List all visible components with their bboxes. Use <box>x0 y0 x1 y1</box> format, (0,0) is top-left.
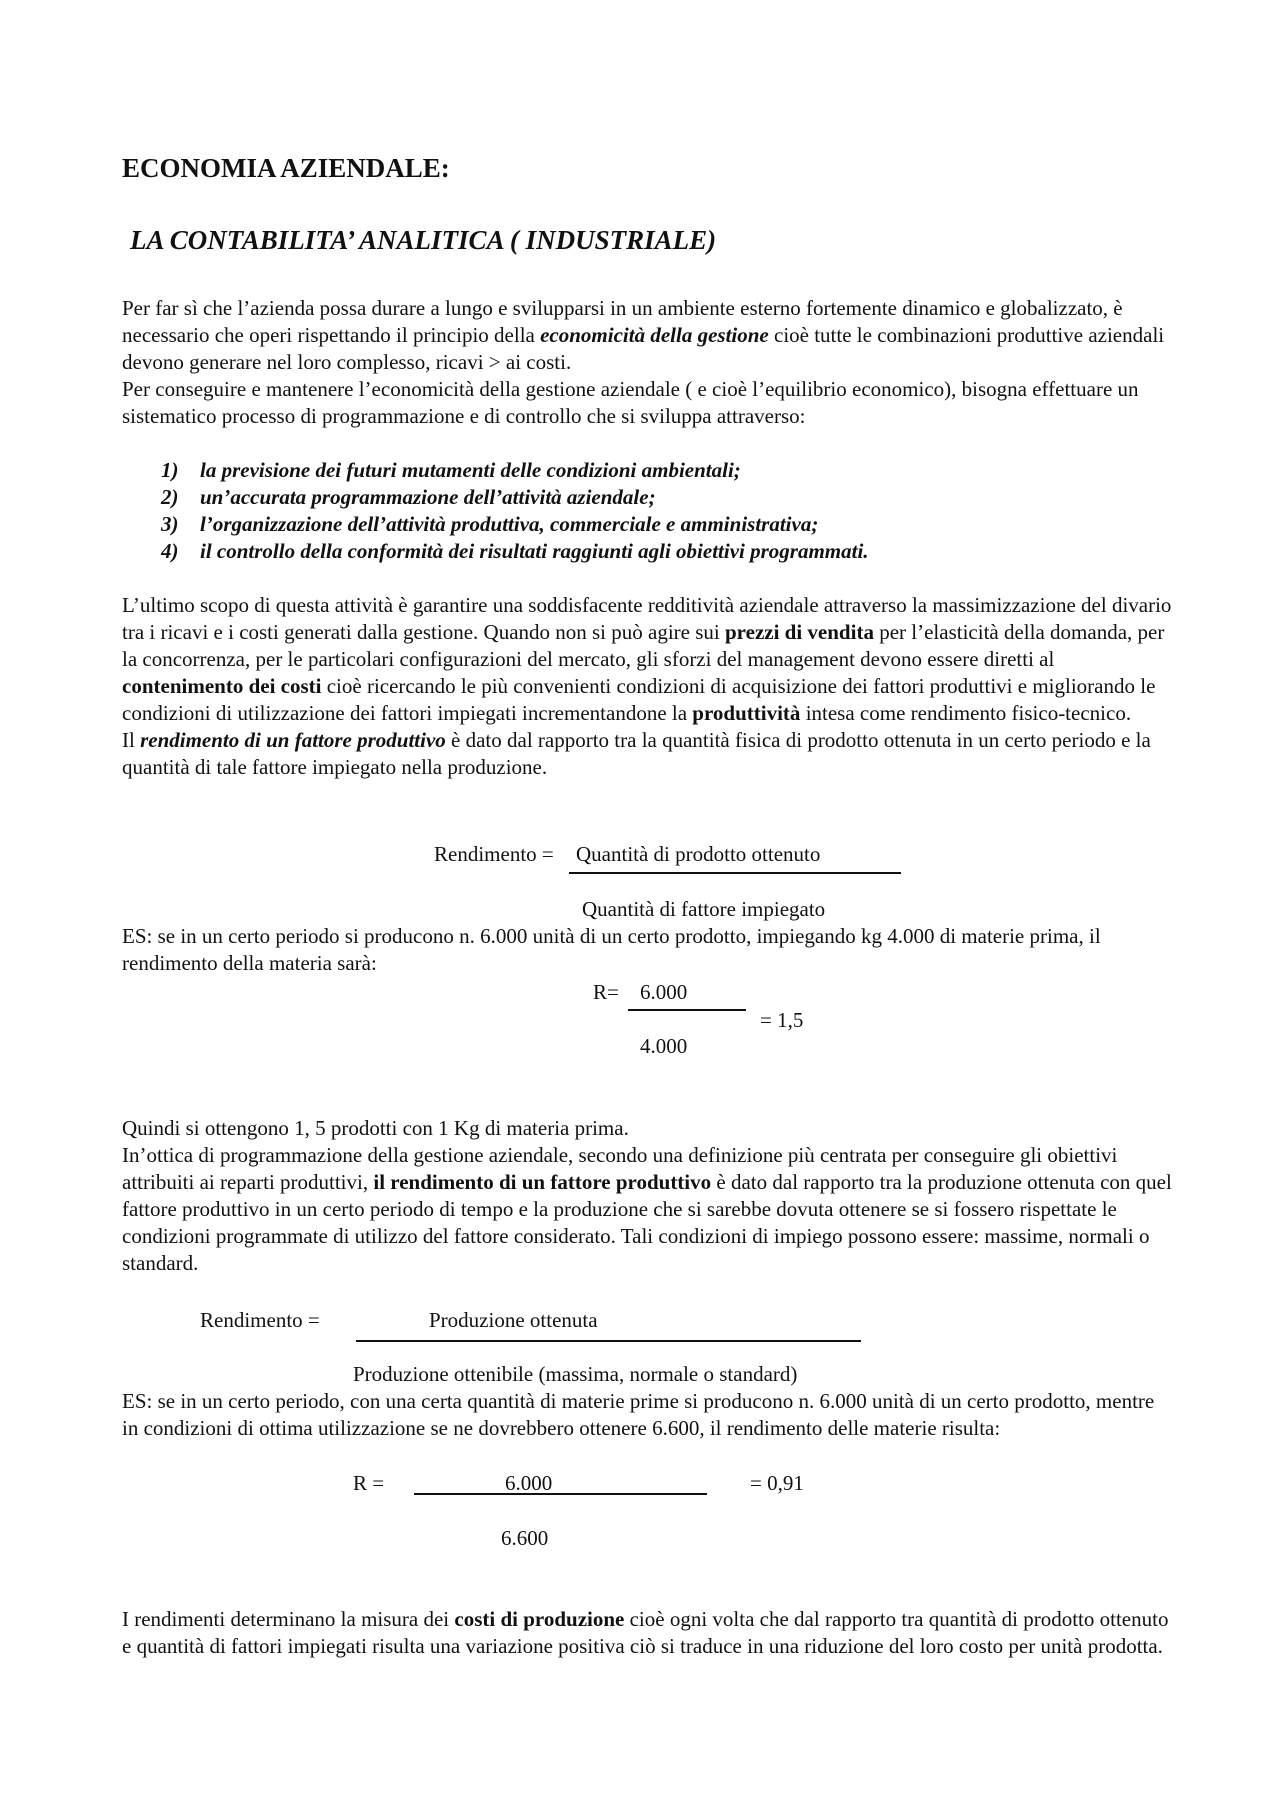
scope-text-e: cioè ricercando le più convenienti condizioni di acquisizione dei fattori produttivi e migliorando le condizioni di utilizzazione dei fattori impiegati incrementandone la <box>122 674 1156 725</box>
scope-text-g: intesa come rendimento fisico-tecnico. <box>800 701 1132 725</box>
formula1-fraction-bar <box>569 872 901 874</box>
definition-paragraph-1 <box>122 727 1172 781</box>
example2-paragraph: ES: se in un certo periodo, con una certa quantità di materie prime si producono n. 6.000 unità di un certo prodotto, mentre in condizioni di ottima utilizzazione se ne dovrebbero ottenere 6.600, il rendimento delle materie risulta: <box>122 1389 1155 1440</box>
example1-paragraph: ES: se in un certo periodo si producono n. 6.000 unità di un certo prodotto, impiegando kg 4.000 di materie prima, il rendimento della materia sarà: <box>122 924 1101 975</box>
document-title: ECONOMIA AZIENDALE: <box>122 153 450 183</box>
list-item-number: 3) <box>161 512 179 536</box>
def1-text-c: è dato dal rapporto tra la quantità fisica di prodotto ottenuta in un certo periodo e la quantità di tale fattore impiegato nella produzione. <box>122 728 1151 779</box>
def1-text-a: Il <box>122 728 141 752</box>
list-item-number: 4) <box>161 539 179 563</box>
list-item <box>122 457 869 484</box>
intro-paragraph-1 <box>122 295 1172 376</box>
formula1-numerator: Quantità di prodotto ottenuto <box>576 842 821 866</box>
list-item-number: 2) <box>161 485 179 509</box>
def1-emphasis: rendimento di un fattore produttivo <box>140 728 446 752</box>
definition-paragraph-2 <box>122 1142 1172 1277</box>
list-item-text: la previsione dei futuri mutamenti delle condizioni ambientali; <box>200 458 741 482</box>
list-item-text: un’accurata programmazione dell’attività aziendale; <box>200 485 656 509</box>
formula2-fraction-bar <box>356 1340 861 1342</box>
intro-emphasis: economicità della gestione <box>540 323 769 347</box>
calc2-label: R = <box>353 1471 385 1495</box>
scope-bold-prezzi: prezzi di vendita <box>725 620 874 644</box>
list-item-number: 1) <box>161 458 179 482</box>
list-item <box>122 511 869 538</box>
scope-bold-contenimento: contenimento dei costi <box>122 674 322 698</box>
closing-text-c: cioè ogni volta che dal rapporto tra quantità di prodotto ottenuto e quantità di fattori impiegati risulta una variazione positiva ciò si traduce in una riduzione del loro costo per unità prodotta. <box>122 1607 1169 1658</box>
calc2-result: = 0,91 <box>750 1471 804 1495</box>
calc1-label: R= <box>593 980 619 1004</box>
scope-bold-produttivita: produttività <box>692 701 801 725</box>
def2-bold: il rendimento di un fattore produttivo <box>373 1170 712 1194</box>
def2-text-a: In’ottica di programmazione della gestione aziendale, secondo una definizione più centrata per conseguire gli obiettivi attribuiti ai reparti produttivi, <box>122 1143 1118 1194</box>
conclusion1-paragraph: Quindi si ottengono 1, 5 prodotti con 1 Kg di materia prima. <box>122 1116 629 1140</box>
formula2-numerator: Produzione ottenuta <box>429 1308 598 1332</box>
closing-paragraph <box>122 1606 1172 1660</box>
def2-text-c: è dato dal rapporto tra la produzione ottenuta con quel fattore produttivo in un certo periodo di tempo e la produzione che si sarebbe dovuta ottenere se si fossero rispettate le condizioni programmate di utilizzo del fattore considerato. Tali condizioni di impiego possono essere: massime, normali o standard. <box>122 1170 1172 1275</box>
scope-text-c: per l’elasticità della domanda, per la concorrenza, per le particolari configurazioni del mercato, gli sforzi del management devono essere diretti al <box>122 620 1165 671</box>
scope-text-a: L’ultimo scopo di questa attività è garantire una soddisfacente redditività aziendale attraverso la massimizzazione del divario tra i ricavi e i costi generati dalla gestione. Quando non si può agire sui <box>122 593 1172 644</box>
list-item-text: il controllo della conformità dei risultati raggiunti agli obiettivi programmati. <box>200 539 869 563</box>
formula2-label: Rendimento = <box>200 1308 320 1332</box>
calc1-numerator: 6.000 <box>640 980 688 1004</box>
calc1-denominator: 4.000 <box>640 1034 688 1058</box>
document-subtitle: LA CONTABILITA’ ANALITICA ( INDUSTRIALE) <box>130 225 717 255</box>
formula1-denominator: Quantità di fattore impiegato <box>582 897 826 921</box>
calc1-fraction-bar <box>628 1009 746 1011</box>
calc2-fraction-bar <box>414 1493 707 1495</box>
closing-text-a: I rendimenti determinano la misura dei <box>122 1607 455 1631</box>
scope-section <box>122 592 1172 781</box>
calc1-result: = 1,5 <box>760 1008 804 1032</box>
list-item <box>122 538 869 565</box>
intro-text-a: Per far sì che l’azienda possa durare a lungo e svilupparsi in un ambiente esterno fortemente dinamico e globalizzato, è necessario che operi rispettando il principio della <box>122 296 1123 347</box>
list-item <box>122 484 869 511</box>
intro-section <box>122 295 1172 430</box>
intro-text-b: cioè tutte le combinazioni produttive aziendali devono generare nel loro complesso, ricavi > ai costi. <box>122 323 1165 374</box>
process-steps-list <box>122 457 869 565</box>
calc2-numerator: 6.000 <box>505 1471 553 1495</box>
programming-section <box>122 1115 1172 1277</box>
calc2-denominator: 6.600 <box>501 1526 549 1550</box>
intro-paragraph-2: Per conseguire e mantenere l’economicità della gestione aziendale ( e cioè l’equilibrio economico), bisogna effettuare un sistematico processo di programmazione e di controllo che si sviluppa attraverso: <box>122 377 1139 428</box>
list-item-text: l’organizzazione dell’attività produttiva, commerciale e amministrativa; <box>200 512 819 536</box>
formula2-denominator: Produzione ottenibile (massima, normale o standard) <box>353 1362 798 1386</box>
closing-bold: costi di produzione <box>454 1607 625 1631</box>
formula1-label: Rendimento = <box>434 842 554 866</box>
scope-paragraph <box>122 592 1172 727</box>
